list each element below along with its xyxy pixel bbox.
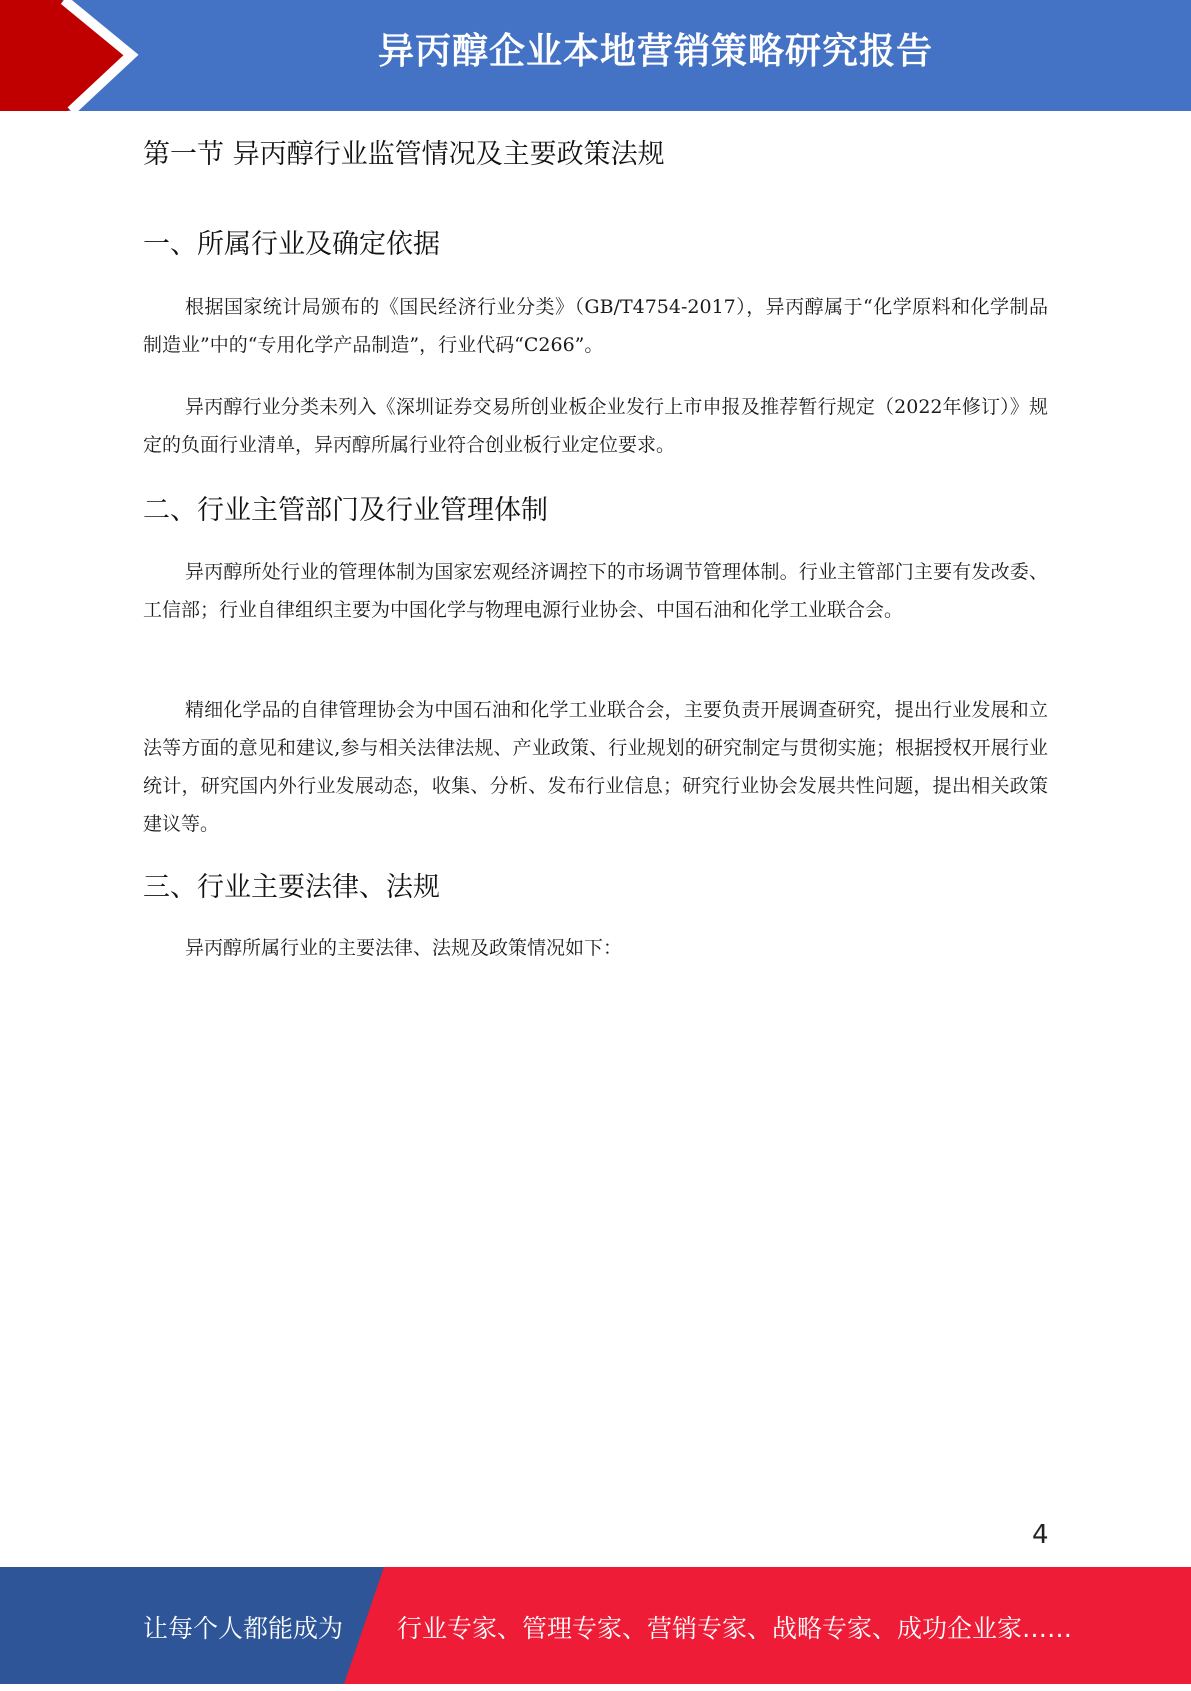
paragraph-industry-classification: 根据国家统计局颁布的《国民经济行业分类》（GB/T4754-2017），异丙醇属于“化学原料和化学制品制造业”中的“专用化学产品制造”，行业代码“C266”。 xyxy=(143,296,1048,356)
header-banner xyxy=(0,0,1191,111)
paragraph-laws-intro: 异丙醇所属行业的主要法律、法规及政策情况如下： xyxy=(185,937,623,959)
heading-industry-basis: 一、所属行业及确定依据 xyxy=(143,229,440,260)
footer-slogan-right: 行业专家、管理专家、营销专家、战略专家、成功企业家…… xyxy=(397,1614,1073,1643)
footer-banner xyxy=(0,1567,1191,1684)
header-arrow-decoration xyxy=(0,0,160,111)
heading-regulatory-authority: 二、行业主管部门及行业管理体制 xyxy=(143,495,548,526)
section-title: 第一节 异丙醇行业监管情况及主要政策法规 xyxy=(143,139,665,170)
report-title: 异丙醇企业本地营销策略研究报告 xyxy=(377,31,933,72)
paragraph-management-system: 异丙醇所处行业的管理体制为国家宏观经济调控下的市场调节管理体制。行业主管部门主要有发改委、工信部；行业自律组织主要为中国化学与物理电源行业协会、中国石油和化学工业联合会。 xyxy=(143,561,1048,621)
page-number: 4 xyxy=(1032,1520,1049,1550)
footer-slogan-left: 让每个人都能成为 xyxy=(143,1614,344,1643)
paragraph-self-regulatory-association: 精细化学品的自律管理协会为中国石油和化学工业联合会，主要负责开展调查研究，提出行业发展和立法等方面的意见和建议,参与相关法律法规、产业政策、行业规划的研究制定与贯彻实施；根据授权开展行业统计，研究国内外行业发展动态，收集、分析、发布行业信息；研究行业协会发展共性问题，提出相关政策建议等。 xyxy=(143,699,1048,835)
paragraph-negative-list: 异丙醇行业分类未列入《深圳证券交易所创业板企业发行上市申报及推荐暂行规定（2022年修订）》规定的负面行业清单，异丙醇所属行业符合创业板行业定位要求。 xyxy=(143,396,1048,456)
heading-laws-regulations: 三、行业主要法律、法规 xyxy=(143,872,440,903)
